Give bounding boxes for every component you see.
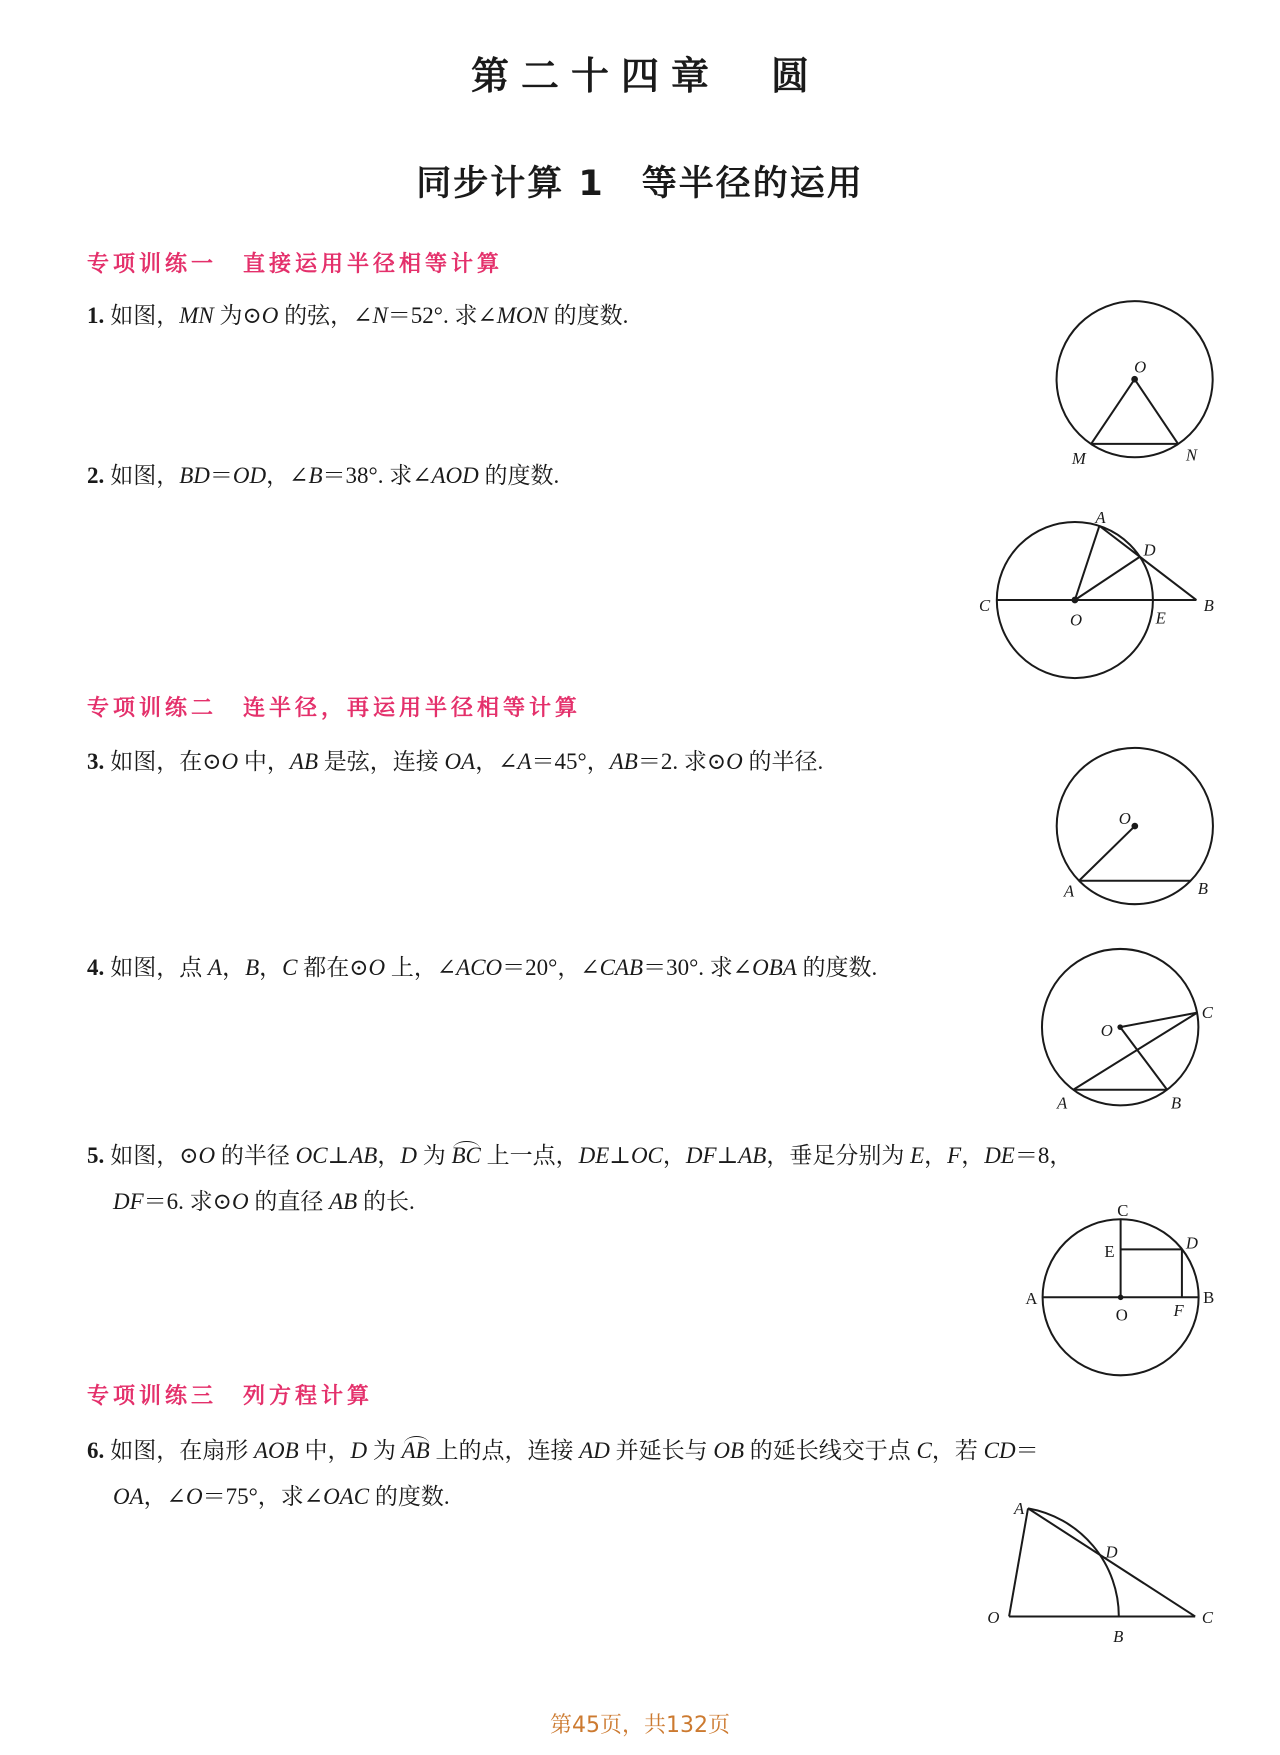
math-symbol: MN — [179, 303, 214, 328]
point-label: A — [1095, 508, 1106, 528]
math-symbol: OC — [630, 1143, 663, 1168]
problem-text: 的直径 — [248, 1189, 330, 1214]
problem-number: 4. — [87, 955, 105, 980]
problem-text: 如图，点 — [110, 955, 208, 980]
point-label: E — [1104, 1242, 1115, 1262]
math-symbol: DF — [685, 1143, 717, 1168]
segment-oa — [1075, 526, 1100, 600]
figure-6-sector — [981, 1495, 1221, 1651]
problem-text: 的度数. — [796, 955, 878, 980]
figure-5-circle-rectangle — [1019, 1197, 1220, 1382]
problem-text: 如图，⊙ — [110, 1143, 199, 1168]
problem-text: ， — [259, 955, 283, 980]
problem-text: ＝ — [209, 463, 233, 488]
radius-oa — [1009, 1508, 1028, 1616]
point-label: A — [1013, 1498, 1025, 1518]
math-symbol: B — [245, 955, 260, 980]
math-symbol: AOB — [254, 1438, 299, 1463]
figure-2-circle-secant — [970, 503, 1221, 687]
problem-line — [87, 293, 628, 339]
math-symbol: D — [400, 1143, 417, 1168]
problem-text: 为⊙ — [213, 303, 262, 328]
chapter-title: 第二十四章 圆 — [470, 53, 821, 98]
point-label: C — [1201, 1608, 1213, 1628]
problem-text: ，∠ — [266, 463, 309, 488]
problem-text: ＝8， — [1014, 1143, 1073, 1168]
math-symbol: O — [261, 303, 279, 328]
problem-text: 上的点，连接 — [429, 1438, 580, 1463]
math-symbol: OD — [232, 463, 267, 488]
problem-text: ⊥ — [327, 1143, 350, 1168]
math-symbol: OAC — [323, 1484, 370, 1509]
problem-text: ， — [961, 1143, 985, 1168]
point-label: B — [1203, 596, 1214, 616]
center-point — [1131, 823, 1138, 830]
math-symbol: CD — [983, 1438, 1016, 1463]
problem-5 — [87, 1133, 1072, 1225]
segment-od — [1075, 557, 1140, 600]
math-symbol: O — [221, 749, 239, 774]
problem-line — [87, 453, 559, 499]
training-heading-3: 专项训练三 列方程计算 — [87, 1384, 374, 1409]
center-point — [1117, 1024, 1123, 1030]
problem-6 — [87, 1428, 1039, 1520]
problem-text: 并延长与 — [609, 1438, 714, 1463]
point-label: O — [1069, 610, 1083, 630]
math-symbol: D — [350, 1438, 368, 1463]
problem-text: ＝6. 求⊙ — [143, 1189, 232, 1214]
math-symbol: O — [368, 955, 386, 980]
math-symbol: OC — [295, 1143, 328, 1168]
math-symbol: E — [910, 1143, 925, 1168]
problem-text: 中， — [238, 749, 290, 774]
point-label: O — [1118, 808, 1131, 828]
problem-text: 的半径 — [215, 1143, 296, 1168]
math-symbol: OB — [713, 1438, 745, 1463]
math-symbol: O — [726, 749, 743, 774]
problem-text: ＝45°， — [531, 749, 610, 774]
math-symbol: C — [282, 955, 298, 980]
problem-text: 为 — [416, 1143, 452, 1168]
problem-text: 上，∠ — [385, 955, 457, 980]
point-label: D — [1105, 1542, 1118, 1562]
problem-text: 的度数. — [547, 303, 629, 328]
math-symbol: F — [947, 1143, 962, 1168]
point-label: F — [1173, 1301, 1184, 1321]
problem-line — [87, 945, 877, 991]
problem-text: 的长. — [357, 1189, 415, 1214]
point-label: A — [1063, 881, 1075, 901]
math-symbol: CAB — [599, 955, 644, 980]
math-symbol: OA — [444, 749, 476, 774]
problem-number: 6. — [87, 1438, 105, 1463]
point-label: O — [1134, 357, 1147, 377]
problem-text: ＝20°，∠ — [502, 955, 600, 980]
point-label: O — [987, 1608, 1000, 1628]
arc-symbol: AB — [402, 1428, 430, 1474]
problem-number: 3. — [87, 749, 105, 774]
problem-text: ＝2. 求⊙ — [637, 749, 727, 774]
math-symbol: O — [231, 1189, 249, 1214]
math-symbol: DE — [984, 1143, 1015, 1168]
problem-text: ＝52°. 求∠ — [387, 303, 497, 328]
arc-symbol: BC — [451, 1133, 480, 1179]
center-point — [1131, 376, 1138, 383]
problem-text: ，垂足分别为 — [766, 1143, 911, 1168]
point-label: D — [1143, 540, 1156, 560]
problem-text: ， — [377, 1143, 401, 1168]
problem-text: 的弦，∠ — [278, 303, 373, 328]
math-symbol: ACO — [456, 955, 503, 980]
problem-text: 的度数. — [478, 463, 560, 488]
problem-line — [87, 1133, 1072, 1179]
math-symbol: N — [372, 303, 388, 328]
problem-text: 中， — [298, 1438, 351, 1463]
point-label: B — [1197, 879, 1209, 899]
problem-line — [87, 1428, 1039, 1474]
problem-number: 5. — [87, 1143, 105, 1168]
point-label: C — [1201, 1003, 1213, 1023]
problem-text: ⊥ — [609, 1143, 631, 1168]
problem-text: 的延长线交于点 — [744, 1438, 917, 1463]
point-label: C — [1117, 1200, 1129, 1220]
math-symbol: O — [198, 1143, 216, 1168]
math-symbol: AB — [289, 749, 319, 774]
point-label: B — [1113, 1627, 1124, 1647]
line-ac — [1028, 1508, 1195, 1616]
point-label: O — [1115, 1305, 1128, 1325]
problem-text: ，若 — [931, 1438, 984, 1463]
segment-oa — [1079, 826, 1135, 881]
training-heading-1: 专项训练一 直接运用半径相等计算 — [87, 252, 504, 277]
point-label: C — [978, 596, 991, 616]
point-label: M — [1071, 448, 1086, 468]
problem-text: 上一点， — [480, 1143, 579, 1168]
math-symbol: OA — [113, 1484, 144, 1509]
segment-om — [1091, 379, 1134, 444]
problem-text: 如图，在扇形 — [110, 1438, 254, 1463]
line-ab — [1099, 526, 1196, 600]
problem-text: ， — [662, 1143, 686, 1168]
arc-ab — [1028, 1508, 1119, 1616]
section-title: 同步计算 1 等半径的运用 — [416, 164, 864, 204]
problem-text: ⊥ — [716, 1143, 739, 1168]
problem-text: ， — [924, 1143, 948, 1168]
point-label: D — [1185, 1233, 1198, 1253]
page-footer: 第45页，共132页 — [550, 1713, 730, 1738]
segment-on — [1135, 379, 1178, 444]
point-label: O — [1100, 1021, 1113, 1041]
problem-line — [87, 1474, 1039, 1520]
problem-text: ，∠ — [143, 1484, 186, 1509]
problem-text: ＝ — [1015, 1438, 1039, 1463]
point-label: E — [1155, 608, 1166, 628]
problem-4 — [87, 945, 877, 991]
problem-text: ， — [222, 955, 246, 980]
problem-number: 1. — [87, 303, 105, 328]
problem-text: 如图， — [110, 303, 180, 328]
point-label: B — [1170, 1093, 1182, 1113]
problem-2 — [87, 453, 559, 499]
figure-1-circle-chord — [1044, 290, 1223, 474]
problem-3 — [87, 739, 823, 785]
math-symbol: A — [517, 749, 532, 774]
math-symbol: BD — [179, 463, 210, 488]
math-symbol: AD — [579, 1438, 610, 1463]
point-label: N — [1185, 445, 1198, 465]
problem-text: ＝75°，求∠ — [202, 1484, 324, 1509]
center-point — [1118, 1295, 1124, 1301]
point-label: B — [1203, 1287, 1215, 1307]
problem-text: 都在⊙ — [297, 955, 369, 980]
problem-text: ＝38°. 求∠ — [322, 463, 432, 488]
problem-text: 为 — [367, 1438, 402, 1463]
math-symbol: AB — [349, 1143, 378, 1168]
problem-line — [87, 1179, 1072, 1225]
math-symbol: O — [185, 1484, 203, 1509]
problem-text: 如图， — [110, 463, 180, 488]
math-symbol: AOD — [431, 463, 479, 488]
math-symbol: A — [208, 955, 223, 980]
math-symbol: AB — [329, 1189, 358, 1214]
problem-text: 如图，在⊙ — [110, 749, 222, 774]
figure-4-inscribed-triangle — [1033, 940, 1223, 1121]
math-symbol: MON — [496, 303, 548, 328]
center-point — [1072, 597, 1079, 604]
math-symbol: AB — [609, 749, 638, 774]
math-symbol: C — [916, 1438, 932, 1463]
problem-text: 的半径. — [742, 749, 824, 774]
math-symbol: DE — [578, 1143, 610, 1168]
training-heading-2: 专项训练二 连半径，再运用半径相等计算 — [87, 696, 582, 721]
problem-text: ＝30°. 求∠ — [643, 955, 753, 980]
point-label: A — [1056, 1093, 1068, 1113]
problem-text: ，∠ — [475, 749, 518, 774]
math-symbol: DF — [113, 1189, 144, 1214]
math-symbol: OBA — [752, 955, 797, 980]
math-symbol: B — [308, 463, 323, 488]
problem-number: 2. — [87, 463, 105, 488]
problem-1 — [87, 293, 628, 339]
math-symbol: AB — [738, 1143, 767, 1168]
figure-3-circle-chord — [1050, 739, 1223, 912]
problem-line — [87, 739, 823, 785]
problem-text: 是弦，连接 — [318, 749, 445, 774]
problem-text: 的度数. — [369, 1484, 450, 1509]
point-label: A — [1025, 1288, 1038, 1308]
